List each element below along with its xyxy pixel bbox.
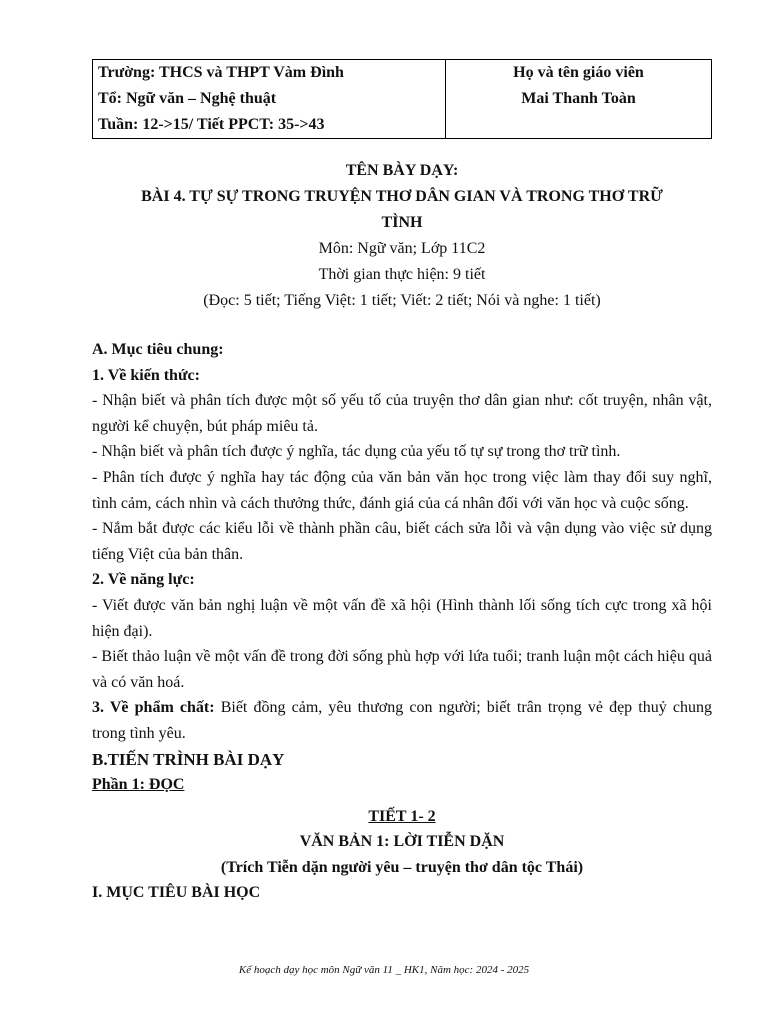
header-right-cell <box>446 60 712 139</box>
knowledge-heading: 1. Về kiến thức: <box>92 366 200 384</box>
lesson-heading: TÊN BÀY DẠY: <box>345 162 459 179</box>
lesson-title-line1: BÀI 4. TỰ SỰ TRONG TRUYỆN THƠ DÂN GIAN VÀ TRONG THƠ TRỮ <box>141 188 663 205</box>
knowledge-item: - Nhận biết và phân tích được ý nghĩa, tác dụng của yếu tố tự sự trong thơ trữ tình. <box>92 443 621 461</box>
title-block <box>92 158 712 314</box>
part1-heading: Phần 1: ĐỌC <box>92 776 185 794</box>
week-period: Tuần: 12->15/ Tiết PPCT: 35->43 <box>98 116 325 133</box>
knowledge-item: - Nắm bắt được các kiểu lỗi về thành phần câu, biết cách sửa lỗi và vận dụng vào việc sử dụng tiếng Việt của bản thân. <box>92 520 712 563</box>
knowledge-item: - Nhận biết và phân tích được một số yếu tố của truyện thơ dân gian như: cốt truyện, nhân vật, người kể chuyện, bút pháp miêu tả. <box>92 392 712 435</box>
section-a-heading: A. Mục tiêu chung: <box>92 341 224 358</box>
ability-item: - Biết thảo luận về một vấn đề trong đời sống phù hợp với lứa tuổi; tranh luận một cách hiệu quả và có văn hoá. <box>92 648 712 691</box>
lesson-title-line2: TÌNH <box>381 214 423 231</box>
section-b-heading: B.TIẾN TRÌNH BÀI DẠY <box>92 749 285 769</box>
department-name: Tổ: Ngữ văn – Nghệ thuật <box>98 90 277 107</box>
period-breakdown: (Đọc: 5 tiết; Tiếng Việt: 1 tiết; Viết: 2 tiết; Nói và nghe: 1 tiết) <box>203 292 601 309</box>
quality-paragraph <box>92 695 712 746</box>
duration: Thời gian thực hiện: 9 tiết <box>318 266 486 283</box>
header-left-cell <box>93 60 446 139</box>
document-body <box>92 337 712 906</box>
objectives-heading: I. MỤC TIÊU BÀI HỌC <box>92 884 261 902</box>
knowledge-item: - Phân tích được ý nghĩa hay tác động của văn bản văn học trong việc làm thay đổi suy nghĩ, tình cảm, cách nhìn và cách thưởng thức, đánh giá của cá nhân đối với văn học và cuộc sống. <box>92 468 712 512</box>
quality-heading: 3. Về phẩm chất: <box>92 699 215 717</box>
page-footer: Kế hoạch dạy học môn Ngữ văn 11 _ HK1, Năm học: 2024 - 2025 <box>238 964 530 976</box>
text-title: VĂN BẢN 1: LỜI TIỄN DẶN <box>299 833 505 851</box>
text-source: (Trích Tiễn dặn người yêu – truyện thơ dân tộc Thái) <box>220 858 584 876</box>
ability-item: - Viết được văn bản nghị luận về một vấn đề xã hội (Hình thành lối sống tích cực trong xã hội hiện đại). <box>92 596 712 640</box>
period-heading: TIẾT 1- 2 <box>368 807 436 825</box>
header-table <box>92 59 712 139</box>
subject-class: Môn: Ngữ văn; Lớp 11C2 <box>318 240 486 257</box>
quality-text: Biết đồng cảm, yêu thương con người; biết trân trọng vẻ đẹp thuỷ chung trong tình yêu. <box>92 699 712 742</box>
school-name: Trường: THCS và THPT Vàm Đình <box>98 64 344 81</box>
teacher-name: Mai Thanh Toàn <box>521 90 636 107</box>
ability-heading: 2. Về năng lực: <box>92 571 195 589</box>
teacher-label: Họ và tên giáo viên <box>513 64 644 81</box>
